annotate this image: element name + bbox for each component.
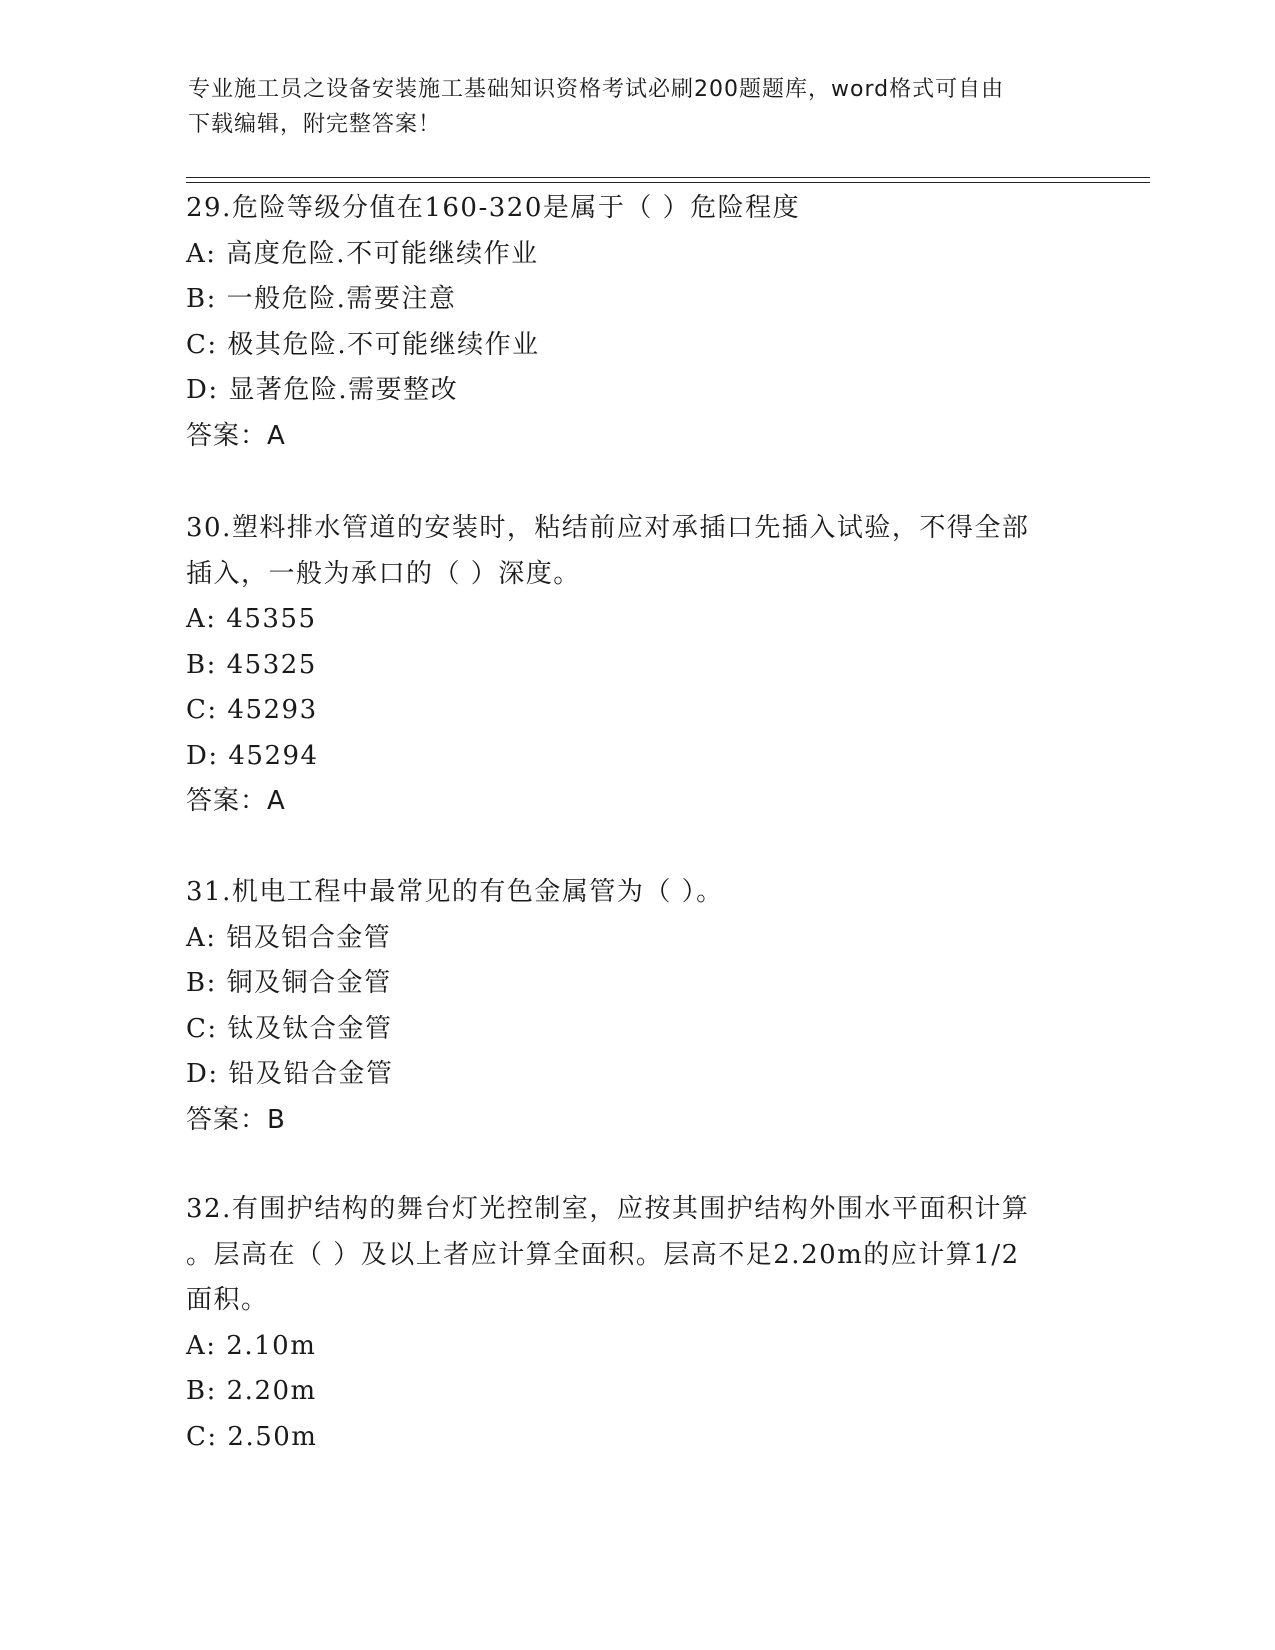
header-line-2: 下载编辑，附完整答案！ [188,112,442,137]
option-b: B: 2.20m [186,1376,317,1406]
option-b: B: 45325 [186,649,317,680]
option-b: B: 一般危险.需要注意 [186,284,457,314]
option-a: A: 高度危险.不可能继续作业 [186,238,539,269]
question-stem-line-1: 32.有围护结构的舞台灯光控制室，应按其围护结构外围水平面积计算 [186,1194,1030,1224]
question-stem-line-2: 。层高在（ ）及以上者应计算全面积。层高不足2.20m的应计算1/2 [186,1239,1020,1270]
question-stem-line-3: 面积。 [186,1285,269,1315]
option-c: C: 45293 [186,695,318,725]
option-a: A: 45355 [186,604,317,634]
question-stem-line-1: 30.塑料排水管道的安装时，粘结前应对承插口先插入试验，不得全部 [186,513,1030,543]
question-stem-line-2: 插入，一般为承口的（ ）深度。 [186,558,581,589]
answer: 答案：B [186,1104,286,1135]
document-header [188,72,1088,142]
question-30 [186,506,1086,825]
option-d: D: 显著危险.需要整改 [186,375,459,405]
option-b: B: 铜及铜合金管 [186,968,392,998]
question-stem: 31.机电工程中最常见的有色金属管为（ ）。 [186,877,724,907]
option-c: C: 极其危险.不可能继续作业 [186,329,540,360]
question-stem: 29.危险等级分值在160-320是属于（ ）危险程度 [186,193,801,223]
answer: 答案：A [186,786,286,816]
question-31 [186,870,1086,1143]
option-d: D: 45294 [186,740,319,771]
option-a: A: 2.10m [186,1330,317,1361]
question-32 [186,1187,1086,1460]
option-c: C: 钛及钛合金管 [186,1013,393,1044]
option-a: A: 铝及铝合金管 [186,922,392,953]
answer: 答案：A [186,420,286,451]
option-c: C: 2.50m [186,1421,318,1452]
header-divider-bottom [186,182,1150,183]
header-divider-top [186,177,1150,178]
option-d: D: 铅及铅合金管 [186,1059,394,1089]
question-29 [186,186,1086,459]
header-line-1: 专业施工员之设备安装施工基础知识资格考试必刷200题题库，word格式可自由 [188,77,1005,102]
